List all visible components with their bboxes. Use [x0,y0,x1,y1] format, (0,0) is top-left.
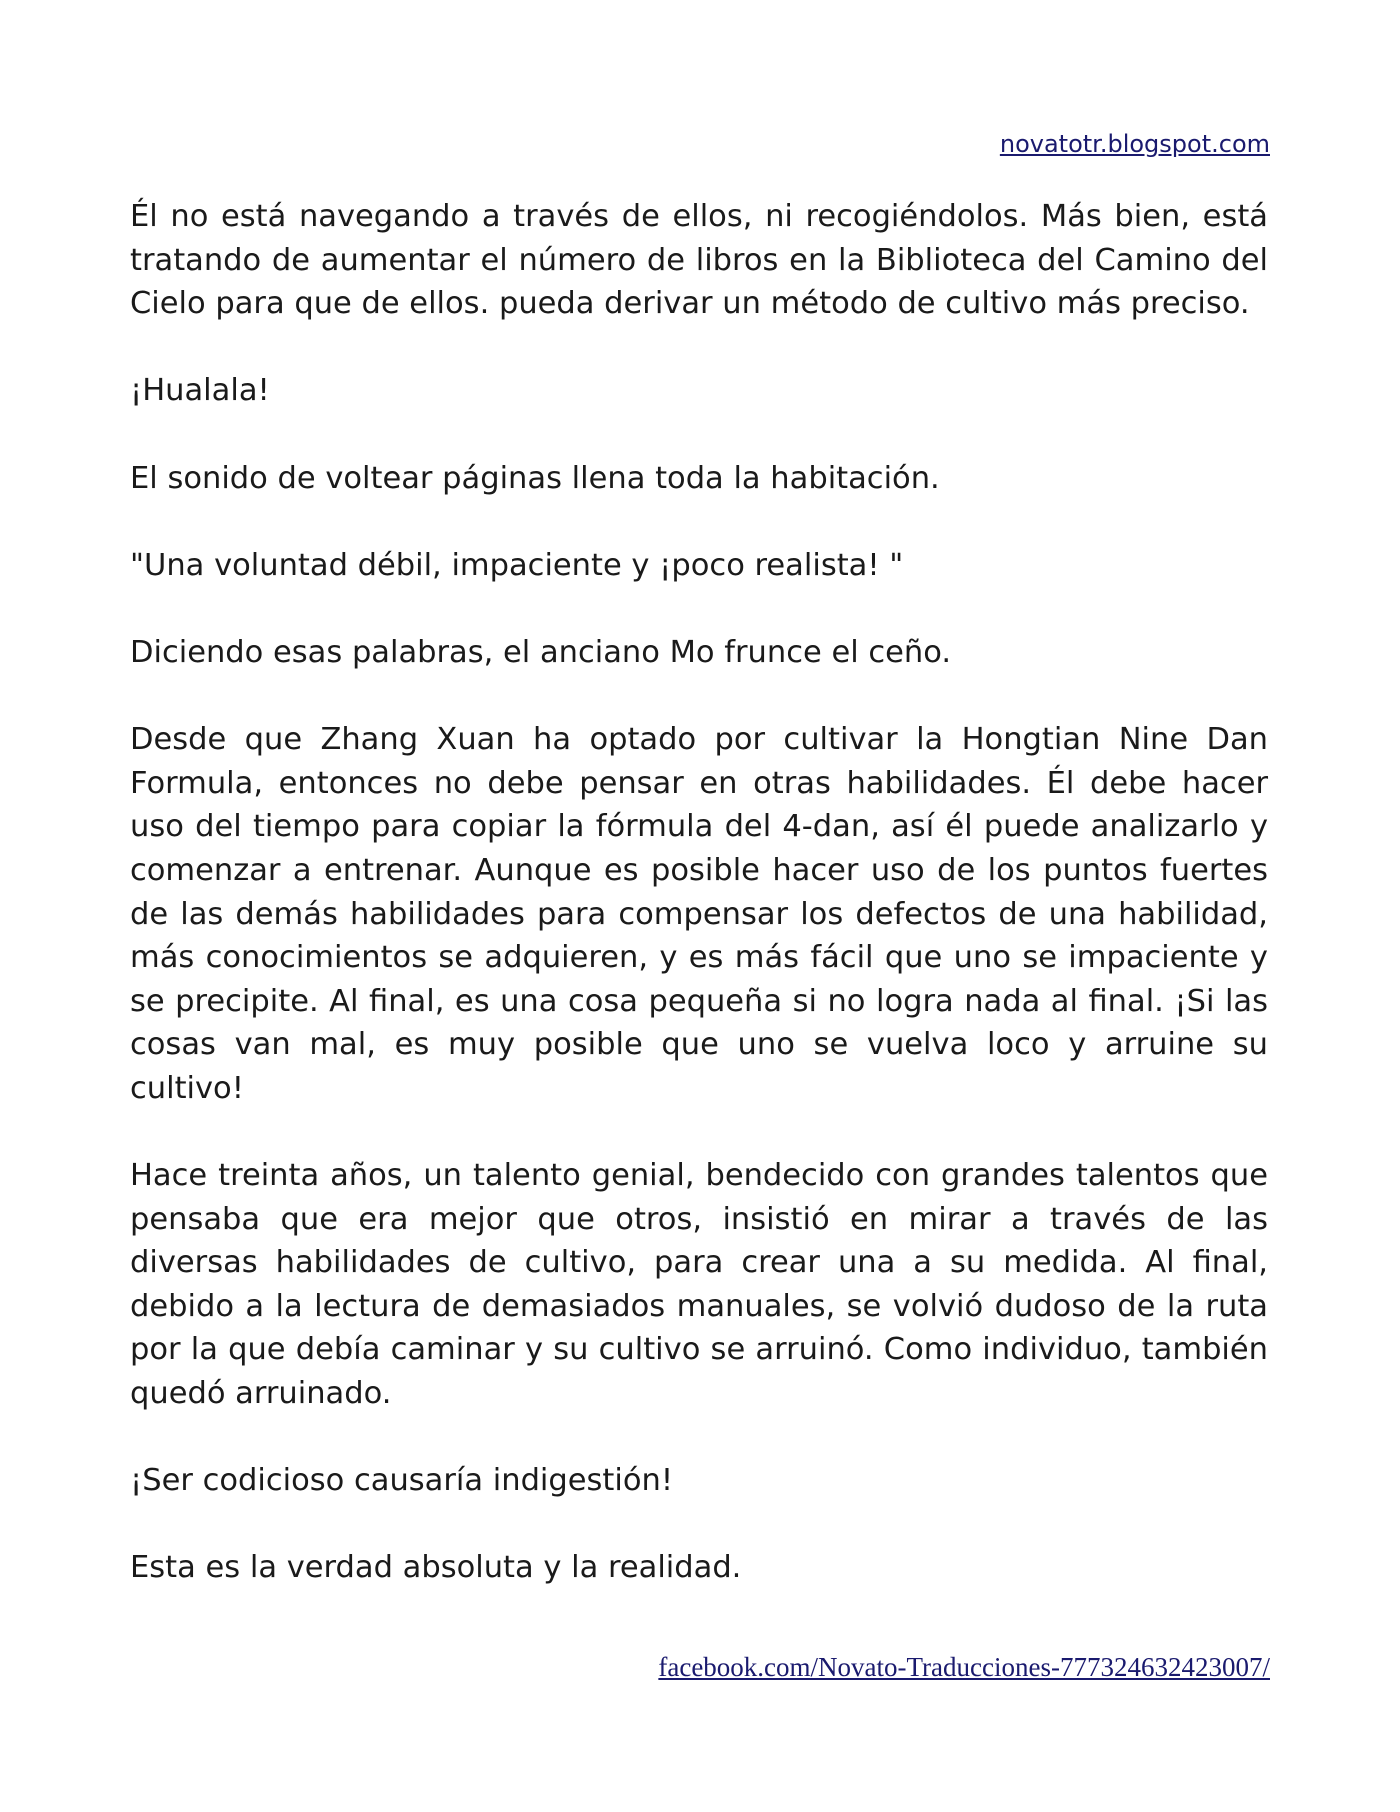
paragraph: Esta es la verdad absoluta y la realidad. [130,1550,742,1586]
paragraph: Hace treinta años, un talento genial, bendecido con grandes talentos que pensaba que era mejor que otros, insistió en mirar a través de las diversas habilidades de cultivo, para crear una a su medida. Al final, debido a la lectura de demasiados manuales, se volvió dudoso de la ruta por la que debía caminar y su cultivo se arruinó. Como individuo, también quedó arruinado. [130,1158,1268,1412]
paragraph: "Una voluntad débil, impaciente y ¡poco realista! " [130,547,904,583]
paragraph: Él no está navegando a través de ellos, ni recogiéndolos. Más bien, está tratando de aumentar el número de libros en la Biblioteca del Camino del Cielo para que de ellos. pueda derivar un método de cultivo más preciso. [130,199,1268,322]
paragraph: Desde que Zhang Xuan ha optado por cultivar la Hongtian Nine Dan Formula, entonces no debe pensar en otras habilidades. Él debe hacer uso del tiempo para copiar la fórmula del 4-dan, así él puede analizarlo y comenzar a entrenar. Aunque es posible hacer uso de los puntos fuertes de las demás habilidades para compensar los defectos de una habilidad, más conocimientos se adquieren, y es más fácil que uno se impaciente y se precipite. Al final, es una cosa pequeña si no logra nada al final. ¡Si las cosas van mal, es muy posible que uno se vuelva loco y arruine su cultivo! [130,722,1268,1106]
document-body [130,195,1268,1590]
paragraph: Diciendo esas palabras, el anciano Mo frunce el ceño. [130,634,952,670]
paragraph: ¡Ser codicioso causaría indigestión! [130,1463,674,1499]
paragraph: ¡Hualala! [130,373,270,409]
blog-link[interactable]: novatotr.blogspot.com [999,130,1270,158]
facebook-link[interactable]: facebook.com/Novato-Traducciones-777324632423007/ [658,1652,1270,1682]
paragraph: El sonido de voltear páginas llena toda la habitación. [130,460,940,496]
